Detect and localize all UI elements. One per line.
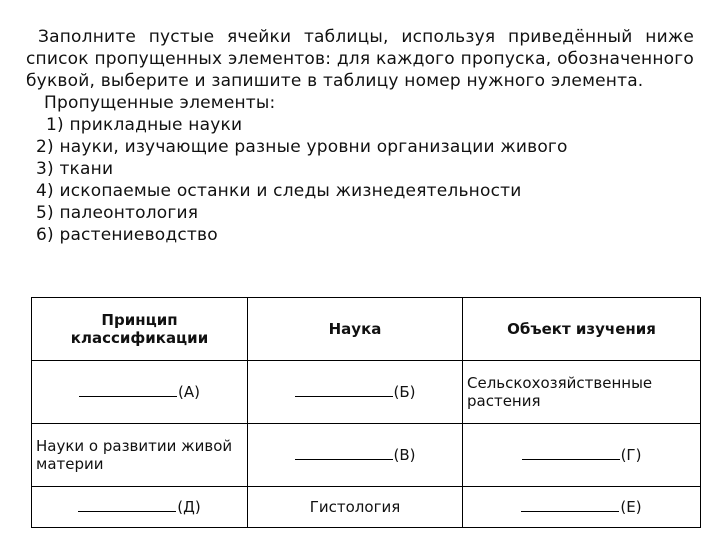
classification-table [31,297,701,528]
options-heading: Пропущенные элементы: [44,93,276,113]
cell-blank-e[interactable]: (Е) [463,487,701,528]
cell-blank-g[interactable]: (Г) [463,424,701,487]
task-instruction: Заполните пустые ячейки таблицы, используя приведённый ниже список пропущенных элементов: для каждого пропуска, обозначенного буквой, выберите и запишите в таблицу номер нужного элемента. [26,27,694,91]
option-item-1: 1) прикладные науки [46,115,243,135]
header-science: Наука [248,298,463,361]
table-row [32,424,701,487]
cell-blank-a[interactable]: (А) [32,361,248,424]
cell-blank-d[interactable]: (Д) [32,487,248,528]
cell-object-crops: Сельскохозяйственные растения [463,361,701,424]
task-text [26,26,694,246]
header-principle: Принцип классификации [32,298,248,361]
header-object: Объект изучения [463,298,701,361]
cell-blank-b[interactable]: (Б) [248,361,463,424]
option-item-6: 6) растениеводство [36,225,218,245]
options-list [26,114,694,246]
table-row [32,361,701,424]
blank-line [521,499,619,512]
blank-line [295,384,393,397]
blank-line [522,447,620,460]
cell-blank-v[interactable]: (В) [248,424,463,487]
blank-line [295,447,393,460]
option-item-2: 2) науки, изучающие разные уровни организации живого [36,137,568,157]
option-item-3: 3) ткани [36,159,114,179]
option-item-5: 5) палеонтология [36,203,199,223]
table-row [32,487,701,528]
cell-principle-development: Науки о развитии живой материи [32,424,248,487]
blank-line [78,499,176,512]
option-item-4: 4) ископаемые останки и следы жизнедеятельности [36,181,522,201]
table-header-row [32,298,701,361]
cell-science-histology: Гистология [248,487,463,528]
blank-line [79,384,177,397]
